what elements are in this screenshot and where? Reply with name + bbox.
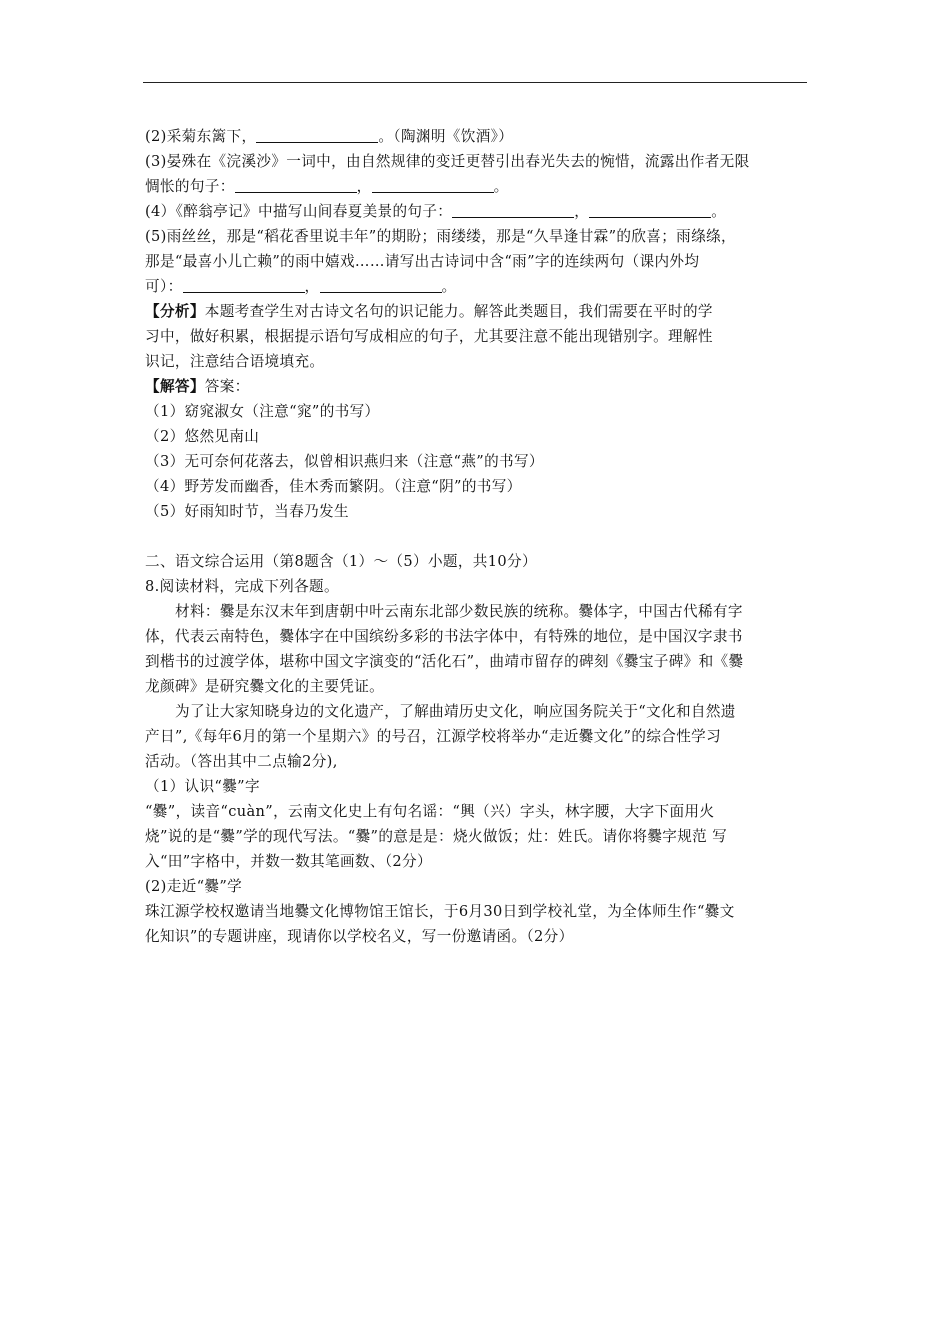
analysis-text: 本题考查学生对古诗文名句的识记能力。解答此类题目，我们需要在平时的学 [204,303,713,320]
subquestion-2-title: (2)走近“爨”学 [145,878,243,895]
answer-label: 【解答】 [145,378,205,395]
answer-intro: 答案： [204,378,250,395]
period: 。 [493,178,509,195]
material-p2-line: 活动。（答出其中二点输2分), [145,753,338,770]
question-2 [145,124,810,149]
subquestion-1-title: （1）认识“爨”字 [145,778,260,795]
q5-prefix: 可）： [145,278,183,295]
question-8-title: 8.阅读材料，完成下列各题。 [145,578,339,595]
answer-blank [183,277,305,293]
q2-prefix: (2)采菊东篱下， [145,128,257,145]
question-4 [145,199,810,224]
analysis-line-1 [145,299,810,324]
comma: ， [356,178,372,195]
question-5-line-1: (5)雨丝丝，那是“稻花香里说丰年”的期盼；雨缕缕，那是“久旱逢甘霖”的欣喜；雨绦绦， [145,228,736,245]
subquestion-2-text: 珠江源学校权邀请当地爨文化博物馆王馆长，于6月30日到学校礼堂，为全体师生作“爨文 [145,903,735,920]
q2-suffix: 。（陶渊明《饮酒》） [378,128,514,145]
period: 。 [711,203,727,220]
subquestion-1-text: 烧”说的是“爨”学的现代写法。“爨”的意是是：烧火做饭；灶：姓氏。请你将爨字规范 写 [145,828,728,845]
header-rule [143,82,807,83]
period: 。 [441,278,457,295]
answer-item: （3）无可奈何花落去，似曾相识燕归来（注意“燕”的书写） [145,453,544,470]
question-3-line-2 [145,174,810,199]
subquestion-1-text: 入“田”字格中，并数一数其笔画数、（2分） [145,853,432,870]
answer-item: （5）好雨知时节，当春乃发生 [145,503,349,520]
analysis-line-2: 习中，做好积累，根据提示语句写成相应的句子，尤其要注意不能出现错别字。理解性 [145,328,713,345]
comma: ， [304,278,320,295]
answer-heading [145,374,810,399]
answer-blank [256,127,378,143]
answer-blank [372,177,494,193]
q3-prefix: 惆怅的句子： [145,178,235,195]
material-p1-line: 材料：爨是东汉末年到唐朝中叶云南东北部少数民族的统称。爨体字，中国古代稀有字 [175,603,743,620]
answer-blank [320,277,442,293]
material-p2-line: 为了让大家知晓身边的文化遗产，了解曲靖历史文化，响应国务院关于“文化和自然遗 [175,703,736,720]
analysis-label: 【分析】 [145,303,205,320]
material-p1-line: 到楷书的过渡学体，堪称中国文字演变的“活化石”，曲靖市留存的碑刻《爨宝子碑》和《爨 [145,653,744,670]
q4-prefix: (4）《醉翁亭记》中描写山间春夏美景的句子： [145,203,453,220]
material-p1-line: 龙颜碑》是研究爨文化的主要凭证。 [145,678,385,695]
material-p2-line: 产日”,《每年6月的第一个星期六》的号召，江源学校将举办“走近爨文化”的综合性学习 [145,728,722,745]
answer-blank [235,177,357,193]
spacer [145,524,810,549]
comma: ， [574,203,590,220]
subquestion-1-text: “爨”，读音“cuàn”，云南文化史上有句名谣：“興（兴）字头，林字腰，大字下面用火 [145,803,715,820]
subquestion-2-text: 化知识”的专题讲座，现请你以学校名义，写一份邀请函。（2分） [145,928,574,945]
question-5-line-2: 那是“最喜小儿亡赖”的雨中嬉戏……请写出古诗词中含“雨”字的连续两句（课内外均 [145,253,700,270]
answer-blank [589,202,711,218]
question-5-line-3 [145,274,810,299]
answer-item: （4）野芳发而幽香，佳木秀而繁阴。（注意“阴”的书写） [145,478,522,495]
answer-item: （1）窈窕淑女（注意“窕”的书写） [145,403,380,420]
document-body [145,124,810,949]
answer-blank [452,202,574,218]
answer-item: （2）悠然见南山 [145,428,260,445]
analysis-line-3: 识记，注意结合语境填充。 [145,353,325,370]
material-p1-line: 体，代表云南特色，爨体字在中国缤纷多彩的书法字体中，有特殊的地位，是中国汉字隶书 [145,628,743,645]
question-3-line-1: (3)晏殊在《浣溪沙》一词中，由自然规律的变迁更替引出春光失去的惋惜，流露出作者无限 [145,153,750,170]
section-heading: 二、语文综合运用（第8题含（1）～（5）小题，共10分） [145,553,537,570]
